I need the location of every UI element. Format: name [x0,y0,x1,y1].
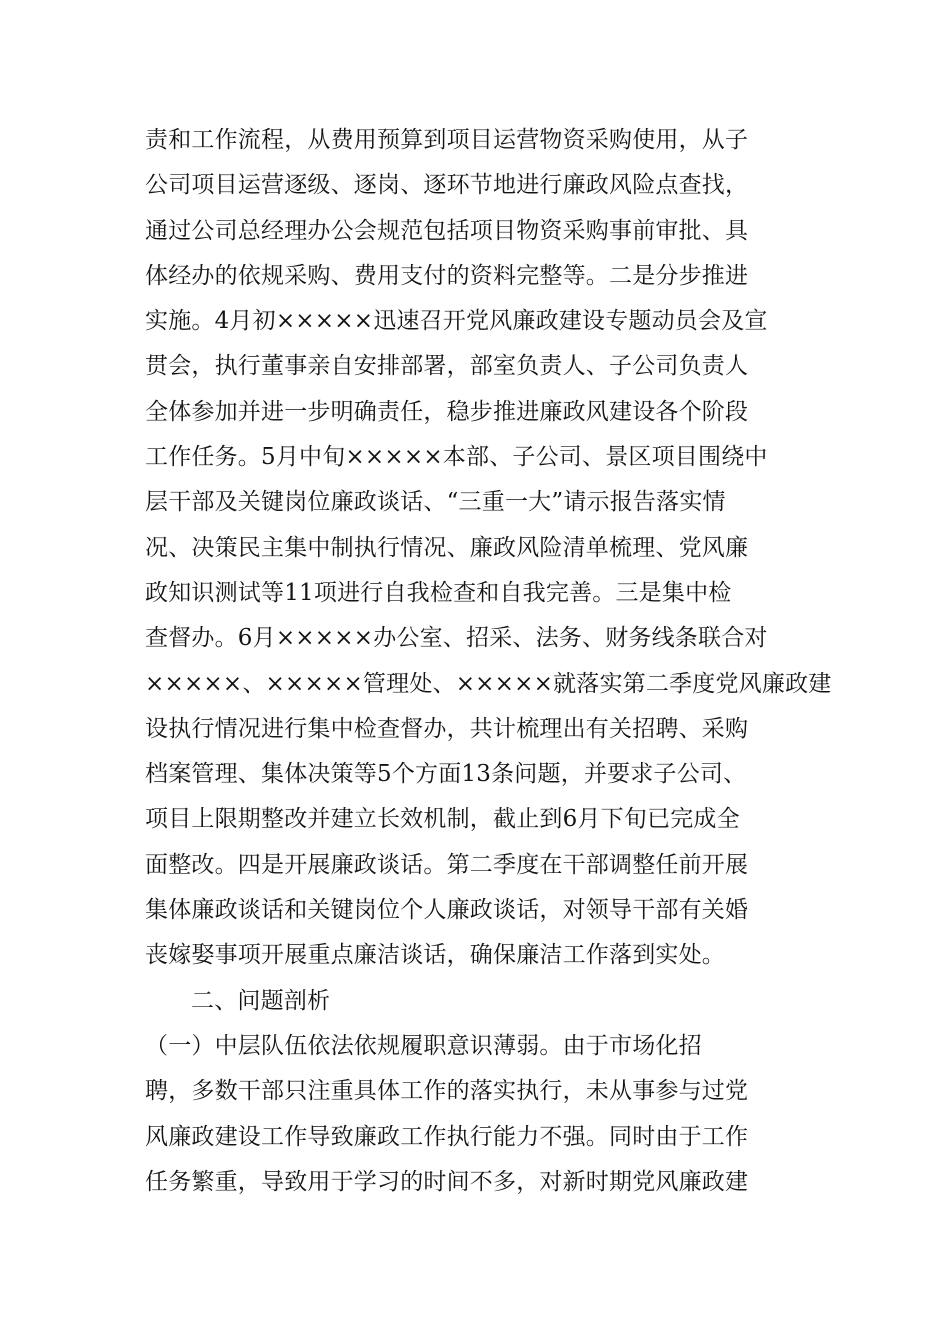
text-line: （一）中层队伍依法依规履职意识薄弱。由于市场化招 [145,1032,702,1059]
text-line: 项目上限期整改并建立长效机制，截止到6月下旬已完成全 [145,806,740,833]
text-line: 公司项目运营逐级、逐岗、逐环节地进行廉政风险点查找， [145,172,749,199]
text-line: 面整改。四是开展廉政谈话。第二季度在干部调整任前开展 [145,851,749,878]
text-line: 况、决策民主集中制执行情况、廉政风险清单梳理、党风廉 [145,534,749,561]
text-line: 政知识测试等11项进行自我检查和自我完善。三是集中检 [145,579,732,606]
text-line: 层干部及关键岗位廉政谈话、“三重一大”请示报告落实情 [145,489,726,516]
text-line: 责和工作流程，从费用预算到项目运营物资采购使用，从子 [145,127,749,153]
text-line: 查督办。6月×××××办公室、招采、法务、财务线条联合对 [145,625,768,652]
text-line: 通过公司总经理办公会规范包括项目物资采购事前审批、具 [145,217,749,244]
text-line: ×××××、×××××管理处、×××××就落实第二季度党风廉政建 [145,670,832,697]
text-line: 体经办的依规采购、费用支付的资料完整等。二是分步推进 [145,262,749,289]
section-heading: 二、问题剖析 [191,987,331,1014]
text-line: 贯会，执行董事亲自安排部署，部室负责人、子公司负责人 [145,353,749,380]
text-line: 集体廉政谈话和关键岗位个人廉政谈话，对领导干部有关婚 [145,897,749,924]
text-line: 聘，多数干部只注重具体工作的落实执行，未从事参与过党 [145,1078,749,1105]
text-line: 档案管理、集体决策等5个方面13条问题，并要求子公司、 [145,761,747,788]
text-line: 风廉政建设工作导致廉政工作执行能力不强。同时由于工作 [145,1123,749,1150]
text-line: 全体参加并进一步明确责任，稳步推进廉政风建设各个阶段 [145,398,749,425]
text-line: 实施。4月初×××××迅速召开党风廉政建设专题动员会及宣 [145,308,768,335]
text-line: 工作任务。5月中旬×××××本部、子公司、景区项目围绕中 [145,444,768,471]
text-line: 丧嫁娶事项开展重点廉洁谈话，确保廉洁工作落到实处。 [145,942,725,969]
text-line: 任务繁重，导致用于学习的时间不多，对新时期党风廉政建 [145,1168,749,1195]
text-line: 设执行情况进行集中检查督办，共计梳理出有关招聘、采购 [145,715,749,742]
document-body [145,118,845,1205]
